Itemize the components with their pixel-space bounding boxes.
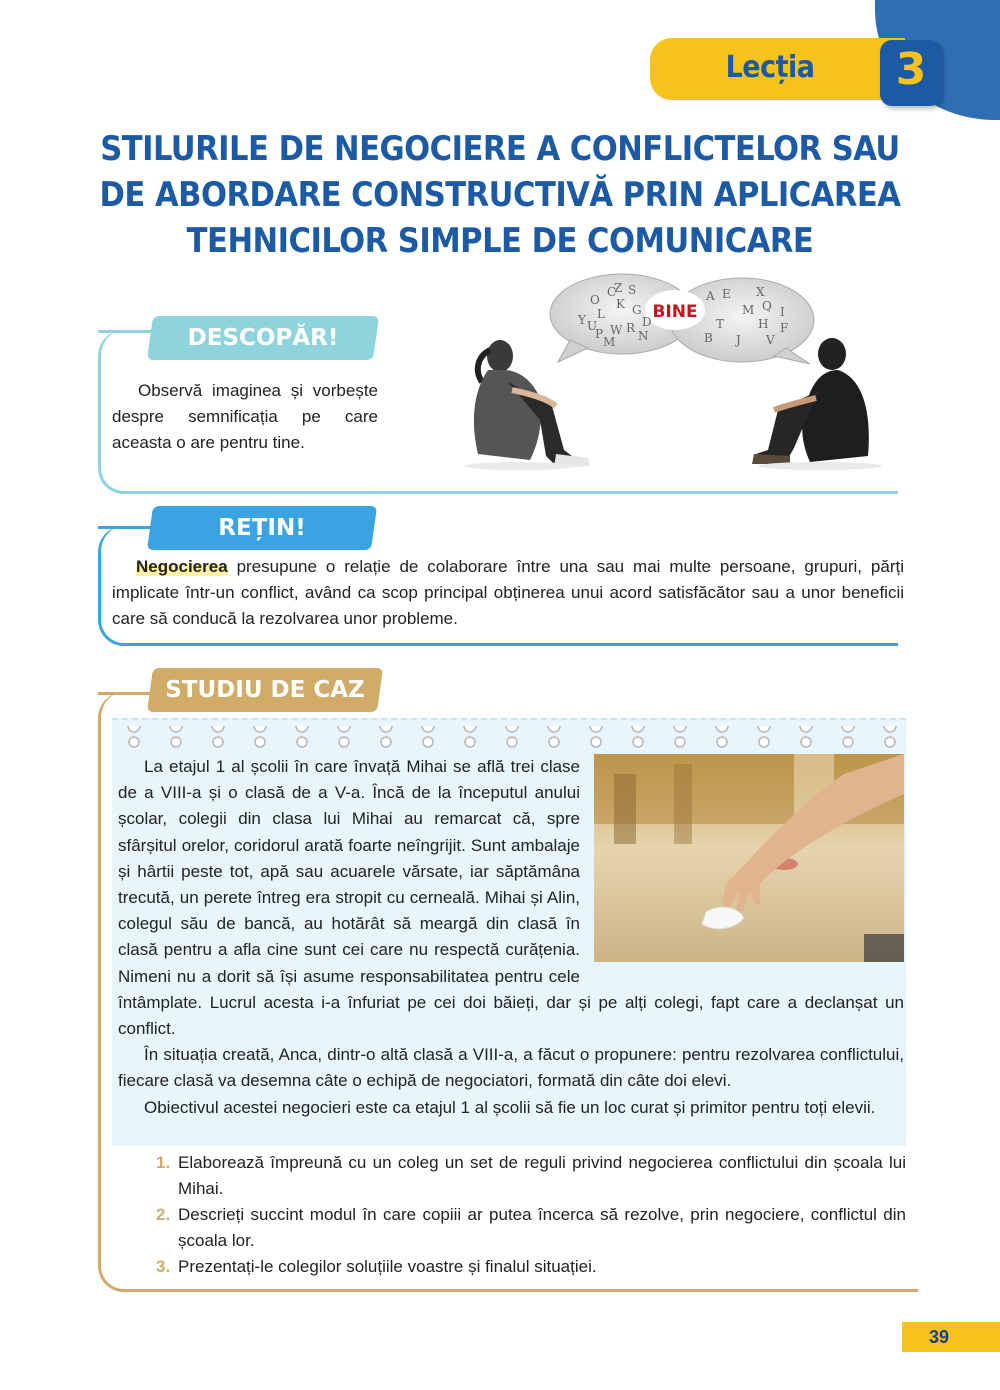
descopar-frame-top	[98, 330, 158, 333]
svg-text:D: D	[642, 315, 652, 329]
svg-text:C: C	[607, 285, 617, 299]
svg-text:Z: Z	[614, 281, 623, 295]
svg-text:A: A	[706, 289, 715, 303]
retin-term: Negocierea	[136, 557, 228, 576]
retin-text	[112, 554, 904, 632]
svg-text:F: F	[780, 321, 789, 335]
svg-text:X: X	[756, 285, 765, 299]
descopar-heading: DESCOPĂR!	[187, 325, 339, 351]
lesson-label: Lecția	[725, 50, 815, 85]
svg-text:W: W	[610, 323, 623, 337]
conversation-illustration	[460, 270, 920, 475]
question-number: 1.	[156, 1153, 171, 1172]
svg-text:H: H	[758, 317, 769, 331]
girl-silhouette	[464, 340, 590, 470]
svg-text:J: J	[736, 333, 741, 347]
question-number: 2.	[156, 1205, 171, 1224]
svg-text:N: N	[638, 329, 649, 343]
question-list	[150, 1150, 906, 1280]
question-item	[150, 1150, 906, 1202]
svg-text:M: M	[742, 303, 755, 317]
svg-text:I: I	[780, 305, 785, 319]
svg-text:L: L	[597, 307, 605, 321]
case-paragraph-2: În situația creată, Anca, dintr-o altă clasă a VIII-a, a făcut o propunere: pentru rezolvarea conflictului, fiecare clasă va desemna câte o echipă de negociatori, formată din câte doi elevi.	[118, 1045, 904, 1091]
question-item	[150, 1254, 906, 1280]
question-text: Descrieți succint modul în care copiii ar putea încerca să rezolve, prin negociere, conflictul din școala lor.	[178, 1205, 906, 1250]
descopar-text: Observă imaginea și vorbește despre semnificația pe care aceasta o are pentru tine.	[112, 381, 378, 452]
svg-text:O: O	[590, 293, 600, 307]
retin-heading: REȚIN!	[218, 515, 306, 541]
bubble-word: BINE	[652, 302, 698, 322]
title-line-1: STILURILE DE NEGOCIERE A CONFLICTELOR SAU	[100, 129, 900, 169]
studiu-heading: STUDIU DE CAZ	[165, 677, 365, 703]
studiu-frame-bottom	[120, 1289, 920, 1292]
svg-text:Q: Q	[762, 299, 772, 313]
question-text: Elaborează împreună cu un coleg un set de reguli privind negocierea conflictului din școala lui Mihai.	[178, 1153, 906, 1198]
hand-picking-paper-photo	[594, 754, 904, 962]
svg-text:V: V	[766, 333, 775, 347]
question-number: 3.	[156, 1257, 171, 1276]
svg-text:P: P	[595, 327, 604, 341]
title-line-3: TEHNICILOR SIMPLE DE COMUNICARE	[186, 221, 814, 261]
svg-text:Y: Y	[578, 313, 586, 327]
page-title	[60, 126, 940, 264]
case-paragraph-1: La etajul 1 al școlii în care învață Mihai se află trei clase de a VIII-a și o clasă de a V-a. Încă de la începutul anului școlar, colegii din clasa lui Mihai au remarcat că, spre sfârșitul orelor, coridorul arată foarte neîngrijit. Sunt ambalaje și hârtii peste tot, apă sau acuarele vărsate, iar săptămâna trecută, un perete întreg era stropit cu cerneală. Mihai și Alin, colegul său de bancă, au hotărât să meargă din clasă în clasă pentru a afla cine sunt cei care nu respectă curățenia. Nimeni nu a dorit să își asume responsabilitatea pentru cele întâmplate. Lucrul acesta i-a înfuriat pe cei doi băieți, dar și pe alți colegi, fapt care a declanșat un conflict.	[118, 757, 904, 1039]
svg-text:T: T	[716, 317, 725, 331]
retin-definition: presupune o relație de colaborare între una sau mai multe persoane, grupuri, părți implicate într-un conflict, având ca scop principal obținerea unui acord satisfăcător sau a unor beneficii care să conducă la rezolvarea unor probleme.	[112, 557, 904, 628]
svg-text:K: K	[616, 297, 625, 311]
question-item	[150, 1202, 906, 1254]
svg-text:M: M	[603, 335, 616, 349]
page-number: 39	[928, 1327, 950, 1347]
case-paragraph-3: Obiectivul acestei negocieri este ca etajul 1 al școlii să fie un loc curat și primitor pentru toți elevii.	[144, 1097, 876, 1117]
svg-text:B: B	[704, 331, 713, 345]
svg-text:S: S	[628, 283, 637, 297]
svg-text:E: E	[722, 287, 731, 301]
svg-text:U: U	[587, 319, 598, 333]
svg-text:R: R	[626, 321, 636, 335]
retin-frame-bottom	[120, 643, 900, 646]
svg-text:G: G	[632, 303, 642, 317]
descopar-frame-bottom	[120, 491, 900, 494]
case-study-text	[118, 754, 904, 1121]
title-line-2: DE ABORDARE CONSTRUCTIVĂ PRIN APLICAREA	[99, 175, 901, 215]
question-text: Prezentați-le colegilor soluțiile voastre și finalul situației.	[178, 1257, 597, 1276]
lesson-number: 3	[895, 44, 927, 95]
notebook-rings	[120, 722, 900, 750]
